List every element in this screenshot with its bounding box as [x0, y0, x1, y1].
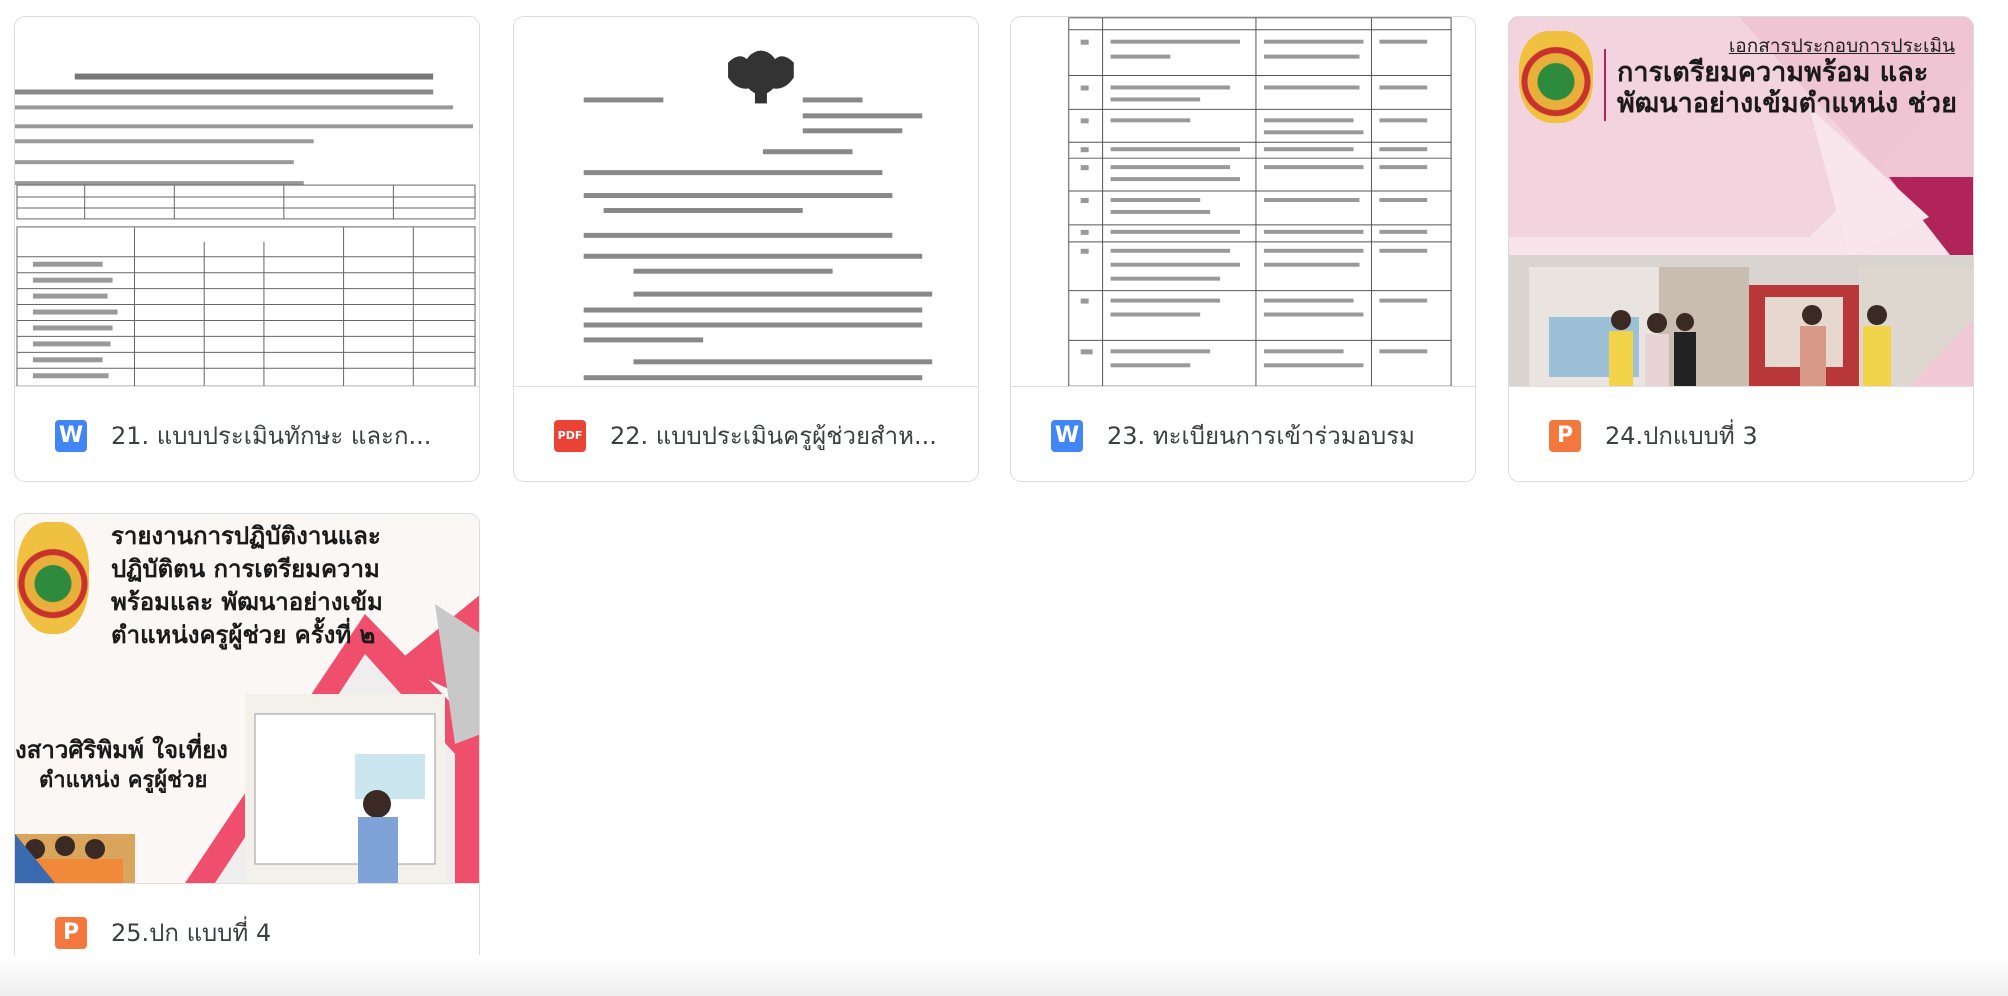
page-bottom-shade — [0, 955, 2008, 996]
pdf-icon: PDF — [554, 420, 586, 452]
file-footer-23 — [1011, 386, 1475, 482]
cover-title: การเตรียมความพร้อม และพัฒนาอย่างเข้มตำแหน่ง ช่วย — [1617, 57, 1957, 120]
slides-icon: P — [55, 917, 87, 949]
file-card-24[interactable] — [1508, 16, 1974, 482]
presenter-position: ตำแหน่ง ครูผู้ช่วย — [39, 768, 208, 793]
file-footer-21 — [15, 386, 479, 482]
file-name: 21. แบบประเมินทักษะ และก... — [111, 422, 432, 450]
title-divider — [1604, 49, 1606, 121]
word-doc-icon: W — [1051, 420, 1083, 452]
file-card-23[interactable] — [1010, 16, 1476, 482]
thumbnail-24 — [1509, 17, 1973, 386]
presenter-name: งสาวศิริพิมพ์ ใจเที่ยง — [15, 736, 228, 764]
file-name: 22. แบบประเมินครูผู้ช่วยสำห... — [610, 422, 937, 450]
word-doc-icon: W — [55, 420, 87, 452]
file-card-21[interactable] — [14, 16, 480, 482]
file-card-25[interactable] — [14, 513, 480, 979]
school-emblem-icon — [1519, 31, 1593, 123]
thumbnail-22 — [514, 17, 978, 386]
school-emblem-icon — [17, 522, 89, 634]
thumbnail-23 — [1011, 17, 1475, 386]
cover-header: เอกสารประกอบการประเมิน — [1728, 35, 1955, 57]
cover-title: รายงานการปฏิบัติงานและ ปฏิบัติตน การเตรียมความพร้อมและ พัฒนาอย่างเข้ม ตำแหน่งครูผู้ช่วย ครั้งที่ ๒ — [111, 522, 383, 650]
slides-icon: P — [1549, 420, 1581, 452]
assessment-form-preview — [15, 17, 479, 386]
official-letter-preview — [514, 17, 978, 386]
file-footer-22 — [514, 386, 978, 482]
thumbnail-21 — [15, 17, 479, 386]
file-footer-24 — [1509, 386, 1973, 482]
file-name: 23. ทะเบียนการเข้าร่วมอบรม — [1107, 422, 1415, 450]
file-name: 25.ปก แบบที่ 4 — [111, 919, 272, 947]
training-register-preview — [1011, 17, 1475, 386]
thumbnail-25 — [15, 514, 479, 883]
file-name: 24.ปกแบบที่ 3 — [1605, 422, 1758, 450]
file-card-22[interactable] — [513, 16, 979, 482]
